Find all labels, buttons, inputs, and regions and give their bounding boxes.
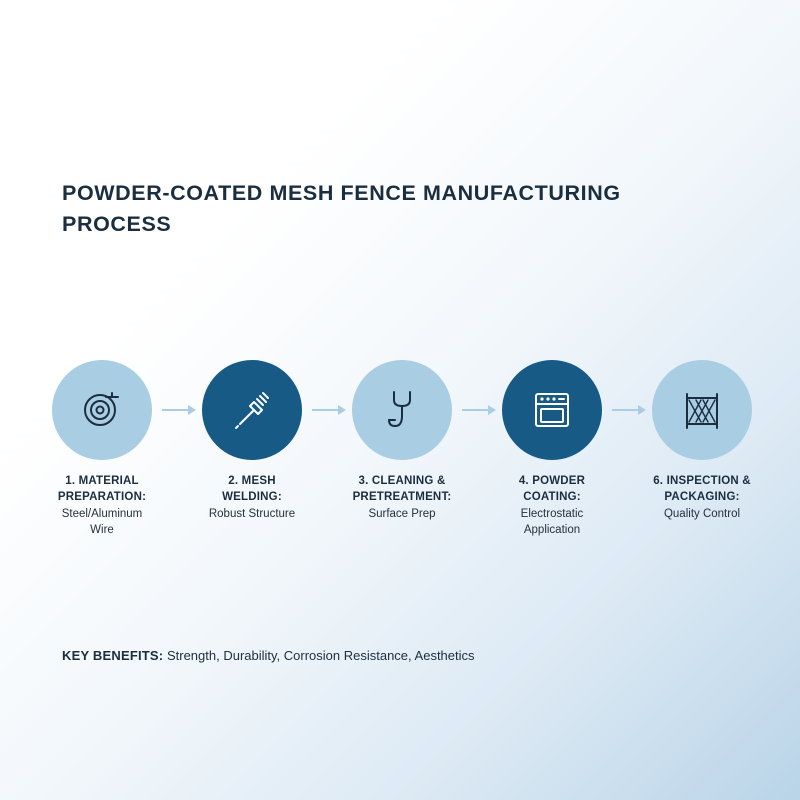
process-flow: [50, 360, 760, 560]
process-step-5: [650, 360, 754, 523]
oven-icon: [526, 384, 578, 436]
step-2-circle: [202, 360, 302, 460]
process-step-2: [200, 360, 304, 523]
arrow-2: [312, 404, 346, 416]
page-title: POWDER-COATED MESH FENCE MANUFACTURING PROCESS: [62, 181, 621, 237]
arrow-1: [162, 404, 196, 416]
step-3-sub: Surface Prep: [368, 508, 436, 521]
process-step-3: [350, 360, 454, 523]
step-1-label: 1. MATERIAL PREPARATION:: [57, 475, 147, 503]
step-4-circle: [502, 360, 602, 460]
mesh-fence-icon: [676, 384, 728, 436]
step-2-label: 2. MESH WELDING:: [222, 475, 282, 503]
arrow-3: [462, 404, 496, 416]
step-5-sub: Quality Control: [663, 508, 741, 521]
step-3-label: 3. CLEANING & PRETREATMENT:: [352, 475, 452, 503]
step-1-sub: Steel/Aluminum Wire: [61, 508, 143, 536]
key-benefits-label: KEY BENEFITS:: [62, 648, 164, 663]
hook-icon: [376, 384, 428, 436]
arrow-4: [612, 404, 646, 416]
process-step-1: [50, 360, 154, 538]
step-2-sub: Robust Structure: [208, 508, 296, 521]
process-step-4: [500, 360, 604, 538]
key-benefits-value: Strength, Durability, Corrosion Resistance, Aesthetics: [166, 648, 475, 663]
step-4-label: 4. POWDER COATING:: [518, 475, 586, 503]
step-4-sub: Electrostatic Application: [520, 508, 584, 536]
step-5-label: 6. INSPECTION & PACKAGING:: [653, 475, 751, 503]
wire-coil-icon: [76, 384, 128, 436]
step-3-circle: [352, 360, 452, 460]
step-1-circle: [52, 360, 152, 460]
step-5-circle: [652, 360, 752, 460]
welding-torch-icon: [226, 384, 278, 436]
key-benefits: [62, 648, 475, 663]
